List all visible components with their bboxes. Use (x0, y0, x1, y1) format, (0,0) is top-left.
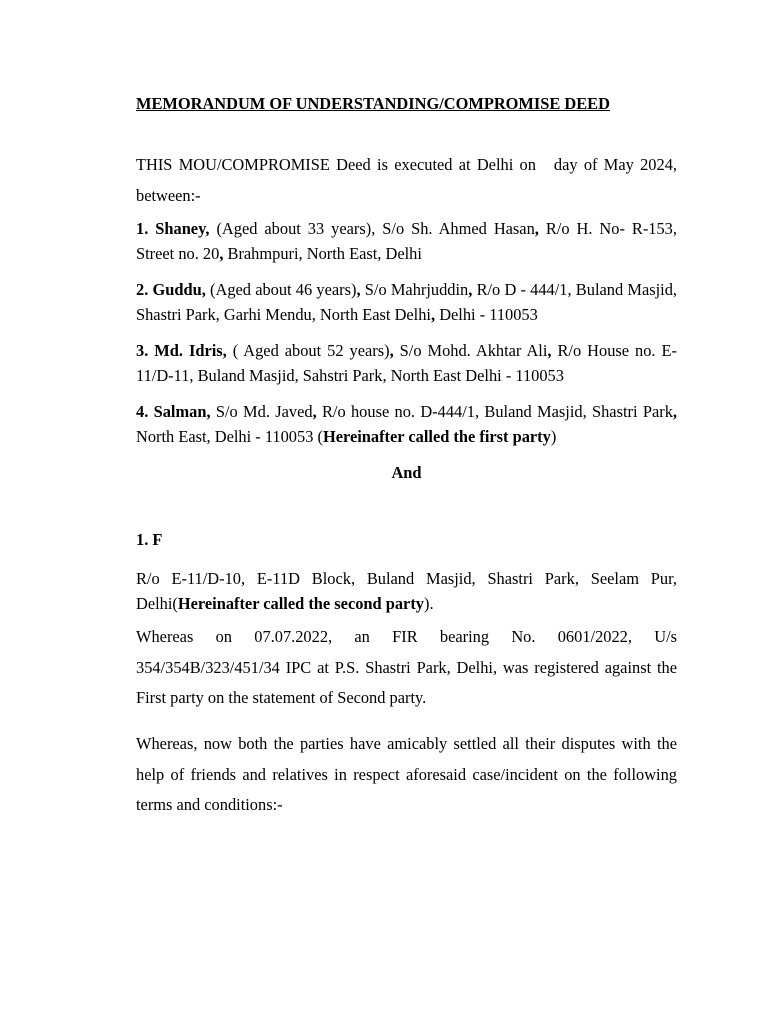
party-name: 4. Salman, (136, 402, 211, 421)
party-name: 3. Md. Idris, (136, 341, 227, 360)
first-party-2: 2. Guddu, (Aged about 46 years), S/o Mahrjuddin, R/o D - 444/1, Buland Masjid, Shastri Park, Garhi Mendu, North East Delhi, Delhi - 110053 (136, 280, 677, 324)
second-party-name: 1. F (136, 530, 163, 549)
intro-paragraph (136, 149, 677, 211)
party-name: 2. Guddu, (136, 280, 206, 299)
and-separator: And (391, 463, 422, 482)
intro-text-a: THIS MOU/COMPROMISE Deed is executed at Delhi on (136, 155, 536, 174)
first-party-designation: Hereinafter called the first party (322, 427, 551, 446)
document-title: MEMORANDUM OF UNDERSTANDING/COMPROMISE DEED (136, 94, 610, 113)
second-party-designation: Hereinafter called the second party (177, 594, 424, 613)
whereas-settlement-paragraph: Whereas, now both the parties have amicably settled all their disputes with the help of friends and relatives in respect aforesaid case/incident on the following terms and conditions:- (136, 734, 677, 814)
intro-text-b: day of May 2024, between:- (136, 155, 677, 205)
party-name: 1. Shaney, (136, 219, 210, 238)
whereas-fir-paragraph: Whereas on 07.07.2022, an FIR bearing No. 0601/2022, U/s 354/354B/323/451/34 IPC at P.S. Shastri Park, Delhi, was registered against the First party on the statement of Second party. (136, 627, 677, 707)
first-party-1: 1. Shaney, (Aged about 33 years), S/o Sh. Ahmed Hasan, R/o H. No- R-153, Street no. 20, Brahmpuri, North East, Delhi (136, 219, 677, 263)
first-party-4: 4. Salman, S/o Md. Javed, R/o house no. D-444/1, Buland Masjid, Shastri Park, North East, Delhi - 110053 (Hereinafter called the first party) (136, 402, 677, 446)
second-party-address: R/o E-11/D-10, E-11D Block, Buland Masjid, Shastri Park, Seelam Pur, Delhi(Hereinafter called the second party). (136, 569, 677, 613)
first-party-3: 3. Md. Idris, ( Aged about 52 years), S/o Mohd. Akhtar Ali, R/o House no. E-11/D-11, Buland Masjid, Sahstri Park, North East Delhi - 110053 (136, 341, 677, 385)
